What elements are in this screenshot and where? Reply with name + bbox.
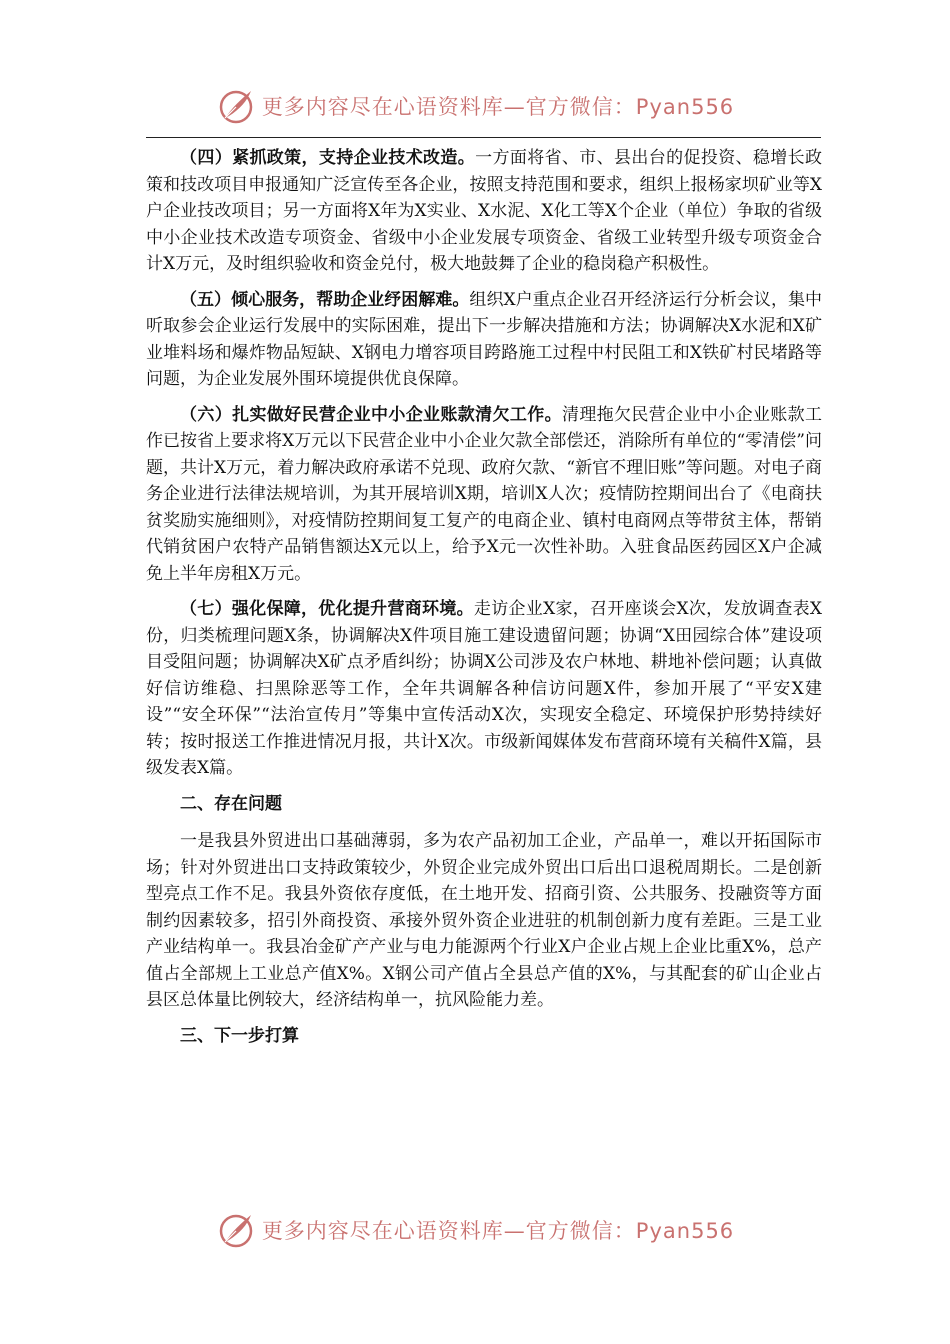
header-divider xyxy=(146,137,821,138)
section-lead: （七）强化保障，优化提升营商环境。 xyxy=(180,599,474,619)
header-banner xyxy=(0,82,950,130)
paragraph-section-7 xyxy=(146,596,822,782)
footer-banner xyxy=(0,1206,950,1254)
document-body xyxy=(146,145,822,1060)
section-body: 一方面将省、市、县出台的促投资、稳增长政策和技改项目申报通知广泛宣传至各企业，按照支持范围和要求，组织上报杨家坝矿业等X户企业技改项目；另一方面将X年为X实业、X水泥、X化工等X个企业（单位）争取的省级中小企业技术改造专项资金、省级中小企业发展专项资金、省级工业转型升级专项资金合计X万元，及时组织验收和资金兑付，极大地鼓舞了企业的稳岗稳产积极性。 xyxy=(146,148,823,274)
section-lead: （四）紧抓政策，支持企业技术改造。 xyxy=(180,148,476,168)
heading-next-steps: 三、下一步打算 xyxy=(180,1025,299,1046)
section-lead: （六）扎实做好民营企业中小企业账款清欠工作。 xyxy=(180,404,562,425)
section-body: 组织X户重点企业召开经济运行分析会议，集中听取参会企业运行发展中的实际困难，提出下一步解决措施和方法；协调解决X水泥和X矿业堆料场和爆炸物品短缺、X钢电力增容项目跨路施工过程中村民阻工和X铁矿村民堵路等问题，为企业发展外围环境提供优良保障。 xyxy=(146,289,823,389)
paragraph-section-4 xyxy=(146,145,822,278)
quill-pen-icon xyxy=(216,1210,256,1250)
section-body: 走访企业X家，召开座谈会X次，发放调查表X份，归类梳理问题X条，协调解决X件项目施工建设遗留问题；协调“X田园综合体”建设项目受阻问题；协调解决X矿点矛盾纠纷；协调X公司涉及农户林地、耕地补偿问题；认真做好信访维稳、扫黑除恶等工作，全年共调解各种信访问题X件，参加开展了“平安X建设”“安全环保”“法治宣传月”等集中宣传活动X次，实现安全稳定、环境保护形势持续好转；按时报送工作推进情况月报，共计X次。市级新闻媒体发布营商环境有关稿件X篇，县级发表X篇。 xyxy=(146,599,823,778)
paragraph-section-6 xyxy=(146,402,822,588)
paragraph-issues: 一是我县外贸进出口基础薄弱，多为农产品初加工企业，产品单一，难以开拓国际市场；针对外贸进出口支持政策较少，外贸企业完成外贸出口后出口退税周期长。二是创新型亮点工作不足。我县外资依存度低，在土地开发、招商引资、公共服务、投融资等方面制约因素较多，招引外商投资、承接外贸外资企业进驻的机制创新力度有差距。三是工业产业结构单一。我县冶金矿产产业与电力能源两个行业X户企业占规上企业比重X%，总产值占全部规上工业总产值X%。X钢公司产值占全县总产值的X%，与其配套的矿山企业占县区总体量比例较大，经济结构单一，抗风险能力差。 xyxy=(146,831,822,1010)
banner-text: 更多内容尽在心语资料库—官方微信：Pyan556 xyxy=(261,1219,735,1243)
section-body: 清理拖欠民营企业中小企业账款工作已按省上要求将X万元以下民营企业中小企业欠款全部偿还，消除所有单位的“零清偿”问题，共计X万元，着力解决政府承诺不兑现、政府欠款、“新官不理旧账”等问题。对电子商务企业进行法律法规培训，为其开展培训X期，培训X人次；疫情防控期间出台了《电商扶贫奖励实施细则》，对疫情防控期间复工复产的电商企业、镇村电商网点等带贫主体，帮销代销贫困户农特产品销售额达X元以上，给予X元一次性补助。入驻食品医药园区X户企减免上半年房租X万元。 xyxy=(146,404,823,584)
section-lead: （五）倾心服务，帮助企业纾困解难。 xyxy=(180,289,470,310)
paragraph-section-5 xyxy=(146,287,822,393)
heading-issues: 二、存在问题 xyxy=(180,793,282,814)
banner-text: 更多内容尽在心语资料库—官方微信：Pyan556 xyxy=(261,95,735,119)
quill-pen-icon xyxy=(216,86,256,126)
